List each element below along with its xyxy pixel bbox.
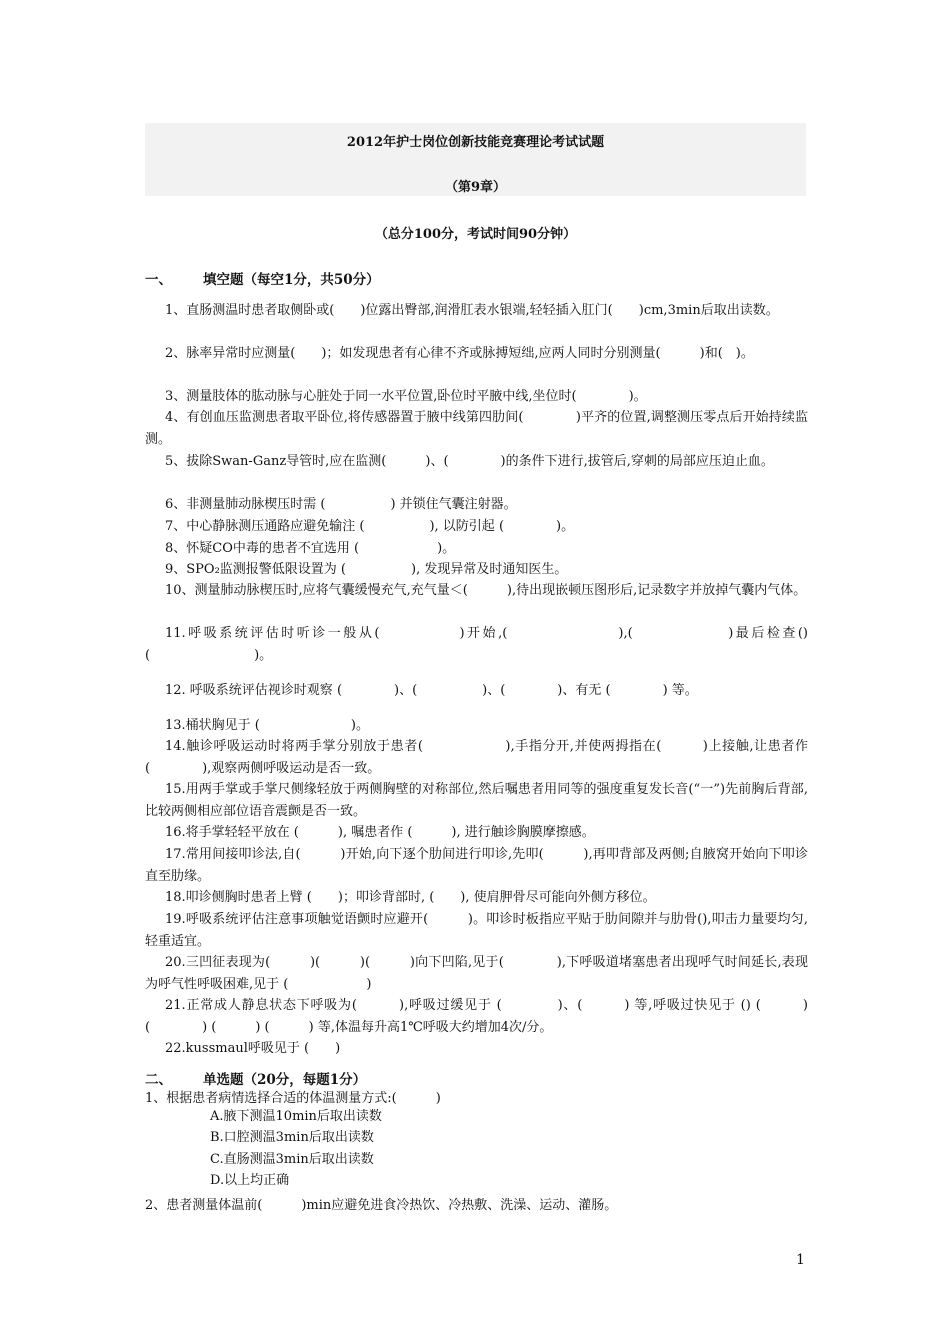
question-item: 6、非测量肺动脉楔压时需 ( ) 并锁住气囊注射器。 (165, 497, 517, 512)
question-item: 5、拔除Swan-Ganz导管时,应在监测( )、( )的条件下进行,拔管后,穿刺的局部应压迫止血。 (165, 454, 774, 469)
question-item: 17.常用间接叩诊法,自( )开始,向下逐个肋间进行叩诊,先叩( ),再叩背部及两侧;自腋窝开始向下叩诊直至肋缘。 (145, 847, 808, 884)
section-heading-single-choice (145, 1068, 366, 1088)
question-item: 22.kussmaul呼吸见于 ( ) (165, 1041, 341, 1056)
question-item: 21.正常成人静息状态下呼吸为( ),呼吸过缓见于 ( )、( ) 等,呼吸过快见于 () ( ) ( ) ( ) ( ) 等,体温每升高1℃呼吸大约增加4次/分。 (145, 998, 808, 1035)
question-item: 11.呼吸系统评估时听诊一般从( )开始,( ),( )最后检查()( )。 (145, 626, 808, 663)
question-item: 10、测量肺动脉楔压时,应将气囊缓慢充气,充气量＜( ),待出现嵌顿压图形后,记录数字并放掉气囊内气体。 (165, 583, 807, 598)
section-number: 二、 (145, 1072, 172, 1088)
mc-question-stem: 1、根据患者病情选择合适的体温测量方式:( ) (145, 1091, 441, 1106)
section-number: 一、 (145, 272, 172, 288)
section-heading-fill-in (145, 268, 380, 288)
question-item: 20.三凹征表现为( )( )( )向下凹陷,见于( ),下呼吸道堵塞患者出现呼气时间延长,表现为呼气性呼吸困难,见于 ( ) (145, 955, 808, 992)
question-item: 9、SPO₂监测报警低限设置为 ( ), 发现异常及时通知医生。 (165, 562, 568, 577)
mc-option: C.直肠测温3min后取出读数 (210, 1152, 374, 1167)
mc-option: A.腋下测温10min后取出读数 (210, 1109, 382, 1124)
question-item: 1、直肠测温时患者取侧卧或( )位露出臀部,润滑肛表水银端,轻轻插入肛门( )cm,3min后取出读数。 (165, 303, 779, 318)
mc-question-stem: 2、患者测量体温前( )min应避免进食冷热饮、冷热敷、洗澡、运动、灌肠。 (145, 1198, 618, 1213)
question-item: 3、测量肢体的肱动脉与心脏处于同一水平位置,卧位时平腋中线,坐位时( )。 (165, 389, 647, 404)
question-item: 15.用两手掌或手掌尺侧缘轻放于两侧胸壁的对称部位,然后嘱患者用同等的强度重复发长音(“一”)先前胸后背部,比较两侧相应部位语音震颤是否一致。 (145, 782, 808, 819)
question-item: 16.将手掌轻轻平放在 ( ), 嘱患者作 ( ), 进行触诊胸膜摩擦感。 (165, 825, 595, 840)
mc-option: D.以上均正确 (210, 1173, 290, 1188)
mc-option: B.口腔测温3min后取出读数 (210, 1130, 374, 1145)
exam-title: 2012年护士岗位创新技能竞赛理论考试试题 (346, 135, 605, 150)
question-item: 7、中心静脉测压通路应避免输注 ( ), 以防引起 ( )。 (165, 519, 575, 534)
chapter-label: （第9章） (444, 180, 507, 195)
question-item: 18.叩诊侧胸时患者上臂 ( )；叩诊背部时, ( ), 使肩胛骨尽可能向外侧方移位。 (165, 890, 656, 905)
question-item: 8、怀疑CO中毒的患者不宜选用 ( )。 (165, 541, 456, 556)
question-item: 19.呼吸系统评估注意事项触觉语颤时应避开( )。叩诊时板指应平贴于肋间隙并与肋骨(),叩击力量要均匀,轻重适宜。 (145, 912, 808, 949)
question-item: 12. 呼吸系统评估视诊时观察 ( )、( )、( )、有无 ( ) 等。 (165, 683, 698, 698)
page-number: 1 (796, 1252, 805, 1268)
question-item: 14.触诊呼吸运动时将两手掌分别放于患者( ),手指分开,并使两拇指在( )上接触,让患者作 ( ),观察两侧呼吸运动是否一致。 (145, 739, 808, 776)
exam-info: （总分100分，考试时间90分钟） (374, 227, 577, 242)
question-item: 13.桶状胸见于 ( )。 (165, 718, 369, 733)
section-label: 填空题（每空1分，共50分） (203, 272, 380, 288)
question-item: 4、有创血压监测患者取平卧位,将传感器置于腋中线第四肋间( )平齐的位置,调整测压零点后开始持续监测。 (145, 410, 808, 447)
section-label: 单选题（20分，每题1分） (203, 1072, 367, 1088)
question-item: 2、脉率异常时应测量( )；如发现患者有心律不齐或脉搏短绌,应两人同时分别测量( )和( )。 (165, 346, 754, 361)
